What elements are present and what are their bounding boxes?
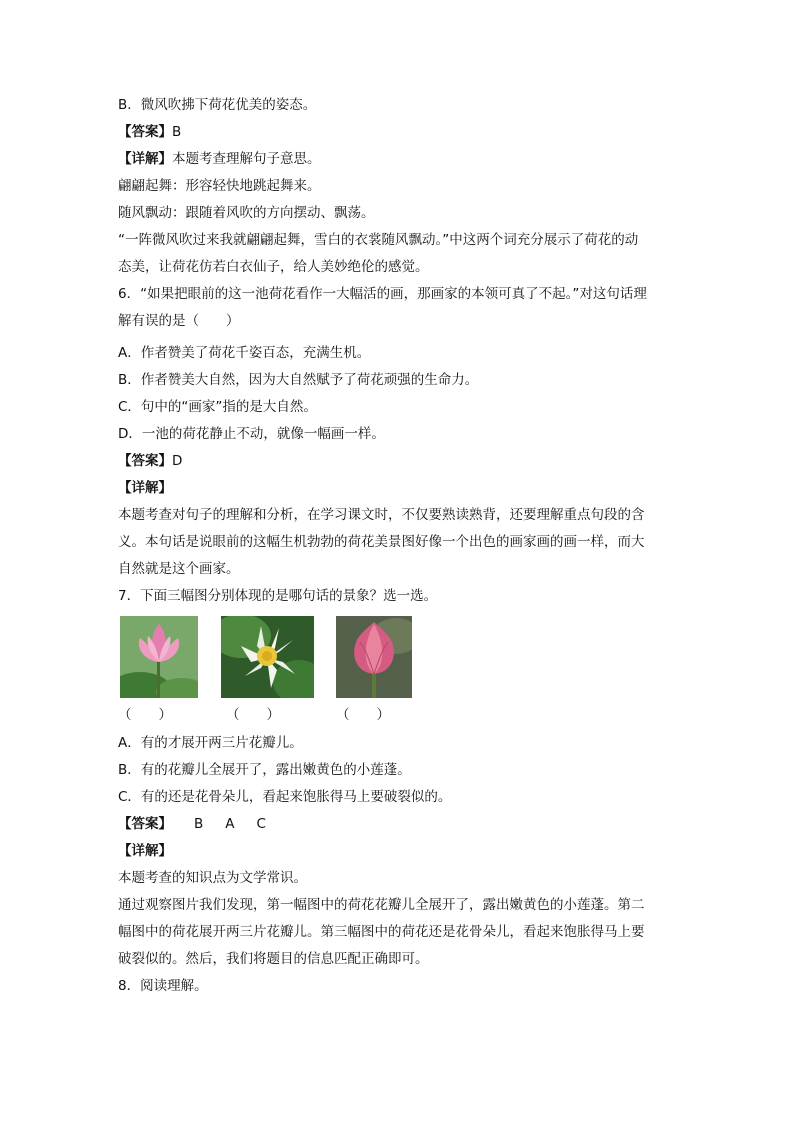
q5-explain-line-1: “一阵微风吹过来我就翩翩起舞，雪白的衣裳随风飘动。”中这两个词充分展示了荷花的动 (118, 232, 639, 248)
lotus-bud-image (336, 616, 412, 698)
q6-option-a: A．作者赞美了荷花千姿百态，充满生机。 (118, 345, 371, 361)
white-lotus-icon (221, 616, 314, 698)
q6-stem-line-2: 解有误的是（ ） (118, 313, 240, 329)
q6-option-b: B．作者赞美大自然，因为大自然赋予了荷花顽强的生命力。 (118, 372, 479, 388)
answer-blank-1[interactable]: （ ） (118, 707, 172, 723)
q7-answer (118, 811, 678, 838)
answer-blank-3[interactable]: （ ） (336, 707, 390, 723)
q6-option-c: C．句中的“画家”指的是大自然。 (118, 399, 317, 415)
answer-value: B (172, 124, 182, 140)
answer-value-2: A (225, 816, 235, 832)
document-page (118, 92, 678, 1000)
answer-blank-2[interactable]: （ ） (226, 707, 280, 723)
white-lotus-image (221, 616, 314, 698)
answer-label: 【答案】 (118, 124, 172, 140)
q5-option-b: B．微风吹拂下荷花优美的姿态。 (118, 97, 317, 113)
q7-option-a: A．有的才展开两三片花瓣儿。 (118, 735, 303, 751)
answer-value: D (172, 453, 183, 469)
answer-value-3: C (256, 816, 266, 832)
q7-explain-line-2: 通过观察图片我们发现，第一幅图中的荷花花瓣儿全展开了，露出嫩黄色的小莲蓬。第二 (118, 897, 645, 913)
pink-lotus-image (120, 616, 198, 698)
q6-explain-line-2: 义。本句话是说眼前的这幅生机勃勃的荷花美景图好像一个出色的画家画的画一样，而大 (118, 534, 645, 550)
lotus-bud-icon (336, 616, 412, 698)
q5-detail (118, 146, 678, 173)
q5-explain-line-2: 态美，让荷花仿若白衣仙子，给人美妙绝伦的感觉。 (118, 259, 429, 275)
q7-option-b: B．有的花瓣儿全展开了，露出嫩黄色的小莲蓬。 (118, 762, 411, 778)
answer-value-1: B (194, 816, 204, 832)
q7-blank-row (118, 700, 678, 730)
q6-explain-line-3: 自然就是这个画家。 (118, 561, 240, 577)
q7-option-c: C．有的还是花骨朵儿，看起来饱胀得马上要破裂似的。 (118, 789, 452, 805)
answer-label: 【答案】 (118, 453, 172, 469)
q6-detail-label: 【详解】 (118, 480, 172, 496)
pink-lotus-icon (120, 616, 198, 698)
q6-explain-line-1: 本题考查对句子的理解和分析，在学习课文时，不仅要熟读熟背，还要理解重点句段的含 (118, 507, 645, 523)
q5-answer (118, 119, 678, 146)
answer-label: 【答案】 (118, 816, 172, 832)
q7-explain-line-1: 本题考查的知识点为文学常识。 (118, 870, 307, 886)
q6-stem-line-1: 6．“如果把眼前的这一池荷花看作一大幅活的画，那画家的本领可真了不起。”对这句话理 (118, 286, 647, 302)
q6-option-d: D．一池的荷花静止不动，就像一幅画一样。 (118, 426, 385, 442)
q5-term-1: 翩翩起舞：形容轻快地跳起舞来。 (118, 178, 321, 194)
q7-image-row (118, 616, 678, 700)
q7-stem: 7．下面三幅图分别体现的是哪句话的景象？选一选。 (118, 588, 438, 604)
detail-intro: 本题考查理解句子意思。 (172, 151, 321, 167)
q7-detail-label: 【详解】 (118, 843, 172, 859)
q6-answer (118, 448, 678, 475)
q8-stem: 8．阅读理解。 (118, 978, 208, 994)
q7-explain-line-3: 幅图中的荷花展开两三片花瓣儿。第三幅图中的荷花还是花骨朵儿，看起来饱胀得马上要 (118, 924, 645, 940)
q5-term-2: 随风飘动：跟随着风吹的方向摆动、飘荡。 (118, 205, 375, 221)
detail-label: 【详解】 (118, 151, 172, 167)
q7-explain-line-4: 破裂似的。然后，我们将题目的信息匹配正确即可。 (118, 951, 429, 967)
